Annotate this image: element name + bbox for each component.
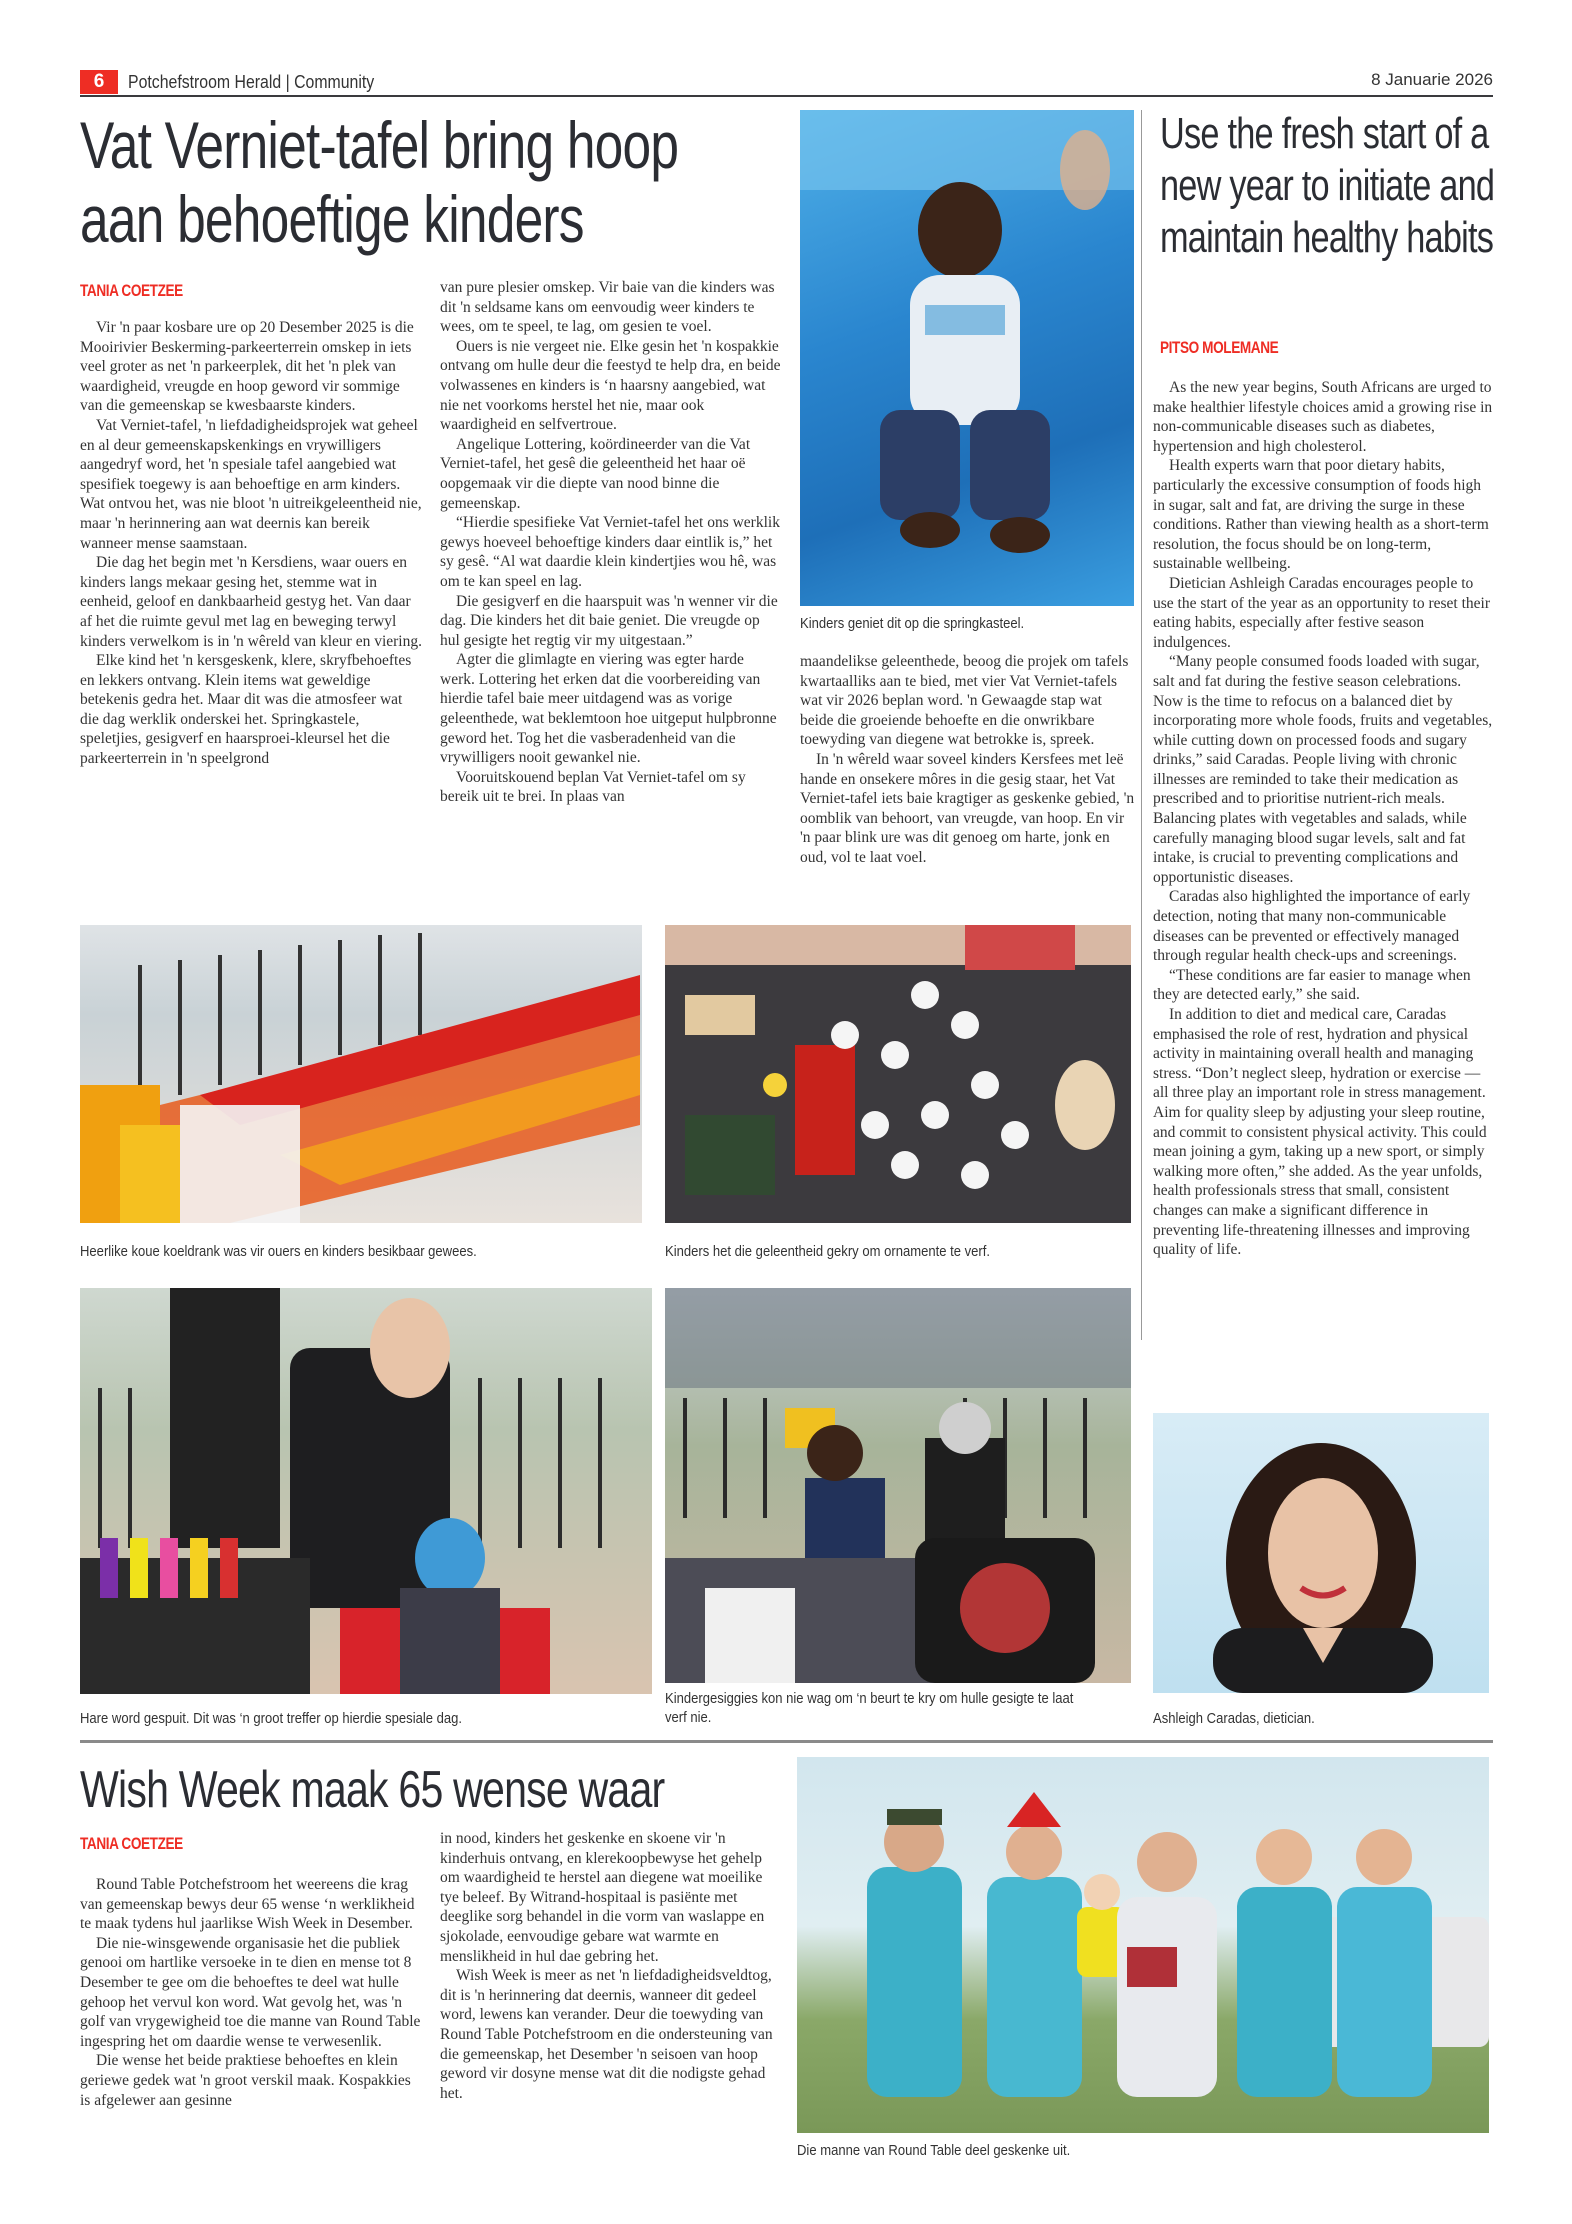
- paragraph: Angelique Lottering, koördineerder van die Vat Verniet-tafel, het gesê die geleentheid het haar oë oopgemaak vir die diepte van nood binne die gemeenskap.: [440, 435, 751, 512]
- column-divider: [1141, 110, 1142, 1340]
- paragraph: Vooruitskouend beplan Vat Verniet-tafel om sy bereik uit te brei. In plaas van: [440, 768, 746, 806]
- paragraph: In 'n wêreld waar soveel kinders Kersfees met leë hande en onsekere môres in die gesig staar, het Vat Verniet-tafel iets baie kragtiger as geskenke gebied, 'n oomblik van behoort, van vreugde, van hoop. En vir 'n paar blink ure was dit genoeg om harte, jonk en oud, vol te laat voel.: [800, 750, 1135, 866]
- health-headline: Use the fresh start of a new year to initiate and maintain healthy habits: [1160, 109, 1495, 262]
- health-body: [1153, 378, 1495, 1260]
- round-table-group-photo: [797, 1757, 1489, 2133]
- paragraph: “Many people consumed foods loaded with sugar, salt and fat during the festive season celebrations. Now is the time to refocus on a balanced diet by incorporating more whole foods, fruits and vegetables, while cutting down on processed foods and sugary drinks,” said Caradas. People living with chronic illnesses are reminded to take their medication as prescribed and to prioritise nutrient-rich meals. Balancing plates with vegetables and salads, while carefully managing blood sugar levels, salt and fat intake, is crucial to preventing complications and opportunistic diseases.: [1153, 653, 1493, 886]
- bounce-castle-photo: [800, 110, 1134, 606]
- issue-date: 8 Januarie 2026: [1371, 70, 1493, 89]
- photo-caption: Kinders het die geleentheid gekry om ornamente te verf.: [665, 1244, 990, 1260]
- paragraph: van pure plesier omskep. Vir baie van die kinders was dit 'n seldsame kans om eenvoudig weer kinders te wees, om te speel, te lag, om gesien te voel.: [440, 279, 775, 336]
- ornaments-photo: [665, 925, 1131, 1223]
- paragraph: Agter die glimlagte en viering was egter harde werk. Lottering het erken dat die voorbereiding van hierdie tafel baie meer uitdagend was as vorige geleenthede, wat beklemtoon hoe uitgeput hulpbronne geword het. Tog het die vasberadenheid van die vrywilligers nooit gewankel nie.: [440, 651, 777, 767]
- main-headline-line2: aan behoeftige kinders: [80, 182, 584, 256]
- photo-caption: Kinders geniet dit op die springkasteel.: [800, 616, 1025, 632]
- main-byline: TANIA COETZEE: [80, 281, 183, 300]
- main-column-1: [80, 318, 422, 769]
- photo-caption: Die manne van Round Table deel geskenke uit.: [797, 2143, 1071, 2159]
- paragraph: Die dag het begin met 'n Kersdiens, waar ouers en kinders langs mekaar gesing het, stemme wat in eenheid, geloof en dankbaarheid gestyg het. Van daar af het die ruimte gevul met lag en beweging terwyl kinders verwelkom is in 'n wêreld van kleur en viering.: [80, 554, 422, 650]
- paragraph: Round Table Potchefstroom het weereens die krag van gemeenskap bewys deur 65 wense ‘n werklikheid te maak tydens hul jaarlikse Wish Week in Desember.: [80, 1876, 415, 1933]
- header-rule: [80, 95, 1493, 97]
- section-rule: [80, 1740, 1493, 1743]
- cold-drinks-photo: [80, 925, 642, 1223]
- paragraph: Health experts warn that poor dietary habits, particularly the excessive consumption of foods high in sugar, salt and fat, are driving the surge in these conditions. Rather than viewing health as a short-term resolution, the focus should be on long-term, sustainable wellbeing.: [1153, 457, 1489, 573]
- photo-caption: Kindergesiggies kon nie wag om ‘n beurt te kry om hulle gesigte te laat verf nie.: [665, 1691, 1074, 1726]
- paragraph: “Hierdie spesifieke Vat Verniet-tafel het ons werklik gewys hoeveel behoeftige kinders daar eintlik is,” het sy gesê. “Al wat daardie klein kindertjies wou hê, was om te kan speel en lag.: [440, 514, 780, 590]
- main-headline: [80, 108, 782, 256]
- paragraph: maandelikse geleenthede, beoog die projek om tafels kwartaalliks aan te bied, met vier Vat Verniet-tafels wat vir 2026 beplan word. 'n Gewaagde stap wat beide die groeiende behoefte en die onwrikbare toewyding van diegene wat betrokke is, spreek.: [800, 653, 1129, 749]
- paragraph: As the new year begins, South Africans are urged to make healthier lifestyle choices amid a growing rise in non-communicable diseases such as diabetes, hypertension and high cholesterol.: [1153, 379, 1493, 455]
- paragraph: Vir 'n paar kosbare ure op 20 Desember 2025 is die Mooirivier Beskerming-parkeerterrein omskep in iets veel groter as net 'n parkeerplek, dit het 'n plek van waardigheid, vreugde en hoop geword vir sommige van die gemeenskap se kwesbaarste kinders.: [80, 319, 414, 415]
- main-column-3: [800, 652, 1136, 868]
- wish-week-headline: Wish Week maak 65 wense waar: [80, 1761, 665, 1819]
- main-headline-line1: Vat Verniet-tafel bring hoop: [80, 108, 679, 182]
- paragraph: Caradas also highlighted the importance of early detection, noting that many non-communicable diseases can be prevented or effectively managed through regular health check-ups and screenings.: [1153, 888, 1471, 965]
- paragraph: Wish Week is meer as net 'n liefdadigheidsveldtog, dit is 'n herinnering dat deernis, wanneer dit gedeel word, lewens kan verander. Deur die toewyding van Round Table Potchefstroom en die ondersteuning van die gemeenskap, het Desember 'n seisoen van hoop geword vir dosyne mense wat dit die nodigste gehad het.: [440, 1967, 773, 2102]
- paragraph: Elke kind het 'n kersgeskenk, klere, skryfbehoeftes en lekkers ontvang. Klein items wat geweldige betekenis gedra het. Maar dit was die atmosfeer wat die dag werklik onderskei het. Springkastele, speletjies, gesigverf en haarsproei-kleursel het die parkeerterrein in 'n speelgrond: [80, 652, 412, 768]
- paragraph: Die nie-winsgewende organisasie het die publiek genooi om hartlike versoeke in te dien en mense tot 8 Desember te gee om die behoeftes te deel wat hulle gehoop het vervul kon word. Wat gevolg het, was 'n golf van vrygewigheid toe die manne van Round Table ingespring het om daardie wense te verwesenlik.: [80, 1934, 421, 2050]
- photo-caption: Hare word gespuit. Dit was ‘n groot treffer op hierdie spesiale dag.: [80, 1711, 463, 1727]
- hair-spray-photo: [80, 1288, 652, 1694]
- main-column-2: [440, 278, 782, 807]
- page-number-badge: 6: [80, 70, 118, 94]
- wish-week-byline: TANIA COETZEE: [80, 1834, 183, 1853]
- paragraph: Ouers is nie vergeet nie. Elke gesin het 'n kospakkie ontvang om hulle deur die feestyd te help dra, en beide volwassenes en kinders is ‘n haarsny aangebied, wat nie net voorkoms herstel het nie, maar ook waardigheid en selfvertroue.: [440, 337, 781, 434]
- publication-section-title: Potchefstroom Herald | Community: [128, 72, 375, 92]
- paragraph: “These conditions are far easier to manage when they are detected early,” she said.: [1153, 966, 1471, 1004]
- paragraph: in nood, kinders het geskenke en skoene vir 'n kinderhuis ontvang, en klerekoopbewyse het gehelp om waardigheid te herstel aan diegene wat moeilike tye beleef. By Witrand-hospitaal is pasiënte met deeglike sorg behandel in die vorm van waslappe en sjokolade, eenvoudige gebare wat warmte en menslikheid in hul dae gebring het.: [440, 1830, 765, 1965]
- paragraph: Vat Verniet-tafel, 'n liefdadigheidsprojek wat geheel en al deur gemeenskapskenkings en vrywilligers aangedryf word, het 'n spesiale tafel aangebied wat spesifiek toegewy is aan behoeftige en arm kinders. Wat ontvou het, was nie bloot 'n uitreikgeleentheid nie, maar 'n herinnering aan wat deernis kan bereik wanneer mense saamstaan.: [80, 416, 422, 552]
- paragraph: In addition to diet and medical care, Caradas emphasised the role of rest, hydration and physical activity in maintaining overall health and managing stress. “Don’t neglect sleep, hydration or exercise — all three play an important role in stress management. Aim for quality sleep by adjusting your sleep routine, and commit to consistent physical activity. This could mean joining a gym, taking up a new sport, or simply walking more often,” she added. As the year unfolds, health professionals stress that small, consistent changes can make a significant difference in preventing life-threatening illnesses and improving quality of life.: [1153, 1006, 1487, 1259]
- face-paint-photo: [665, 1288, 1131, 1683]
- dietician-portrait-photo: [1153, 1413, 1489, 1693]
- wish-column-1: [80, 1875, 422, 2110]
- paragraph: Dietician Ashleigh Caradas encourages people to use the start of the year as an opportunity to reset their eating habits, especially after festive season indulgences.: [1153, 574, 1491, 651]
- paragraph: Die gesigverf en die haarspuit was 'n wenner vir die dag. Die kinders het dit baie geniet. Die vreugde op hul gesigte het regtig vir my uitgestaan.”: [440, 592, 778, 649]
- health-byline: PITSO MOLEMANE: [1160, 338, 1279, 357]
- paragraph: Die wense het beide praktiese behoeftes en klein geriewe gedek wat 'n groot verskil maak. Kospakkies is afgelewer aan gesinne: [80, 2052, 411, 2109]
- photo-caption: Heerlike koue koeldrank was vir ouers en kinders besikbaar gewees.: [80, 1244, 477, 1260]
- wish-column-2: [440, 1829, 782, 2103]
- photo-caption: Ashleigh Caradas, dietician.: [1153, 1711, 1315, 1727]
